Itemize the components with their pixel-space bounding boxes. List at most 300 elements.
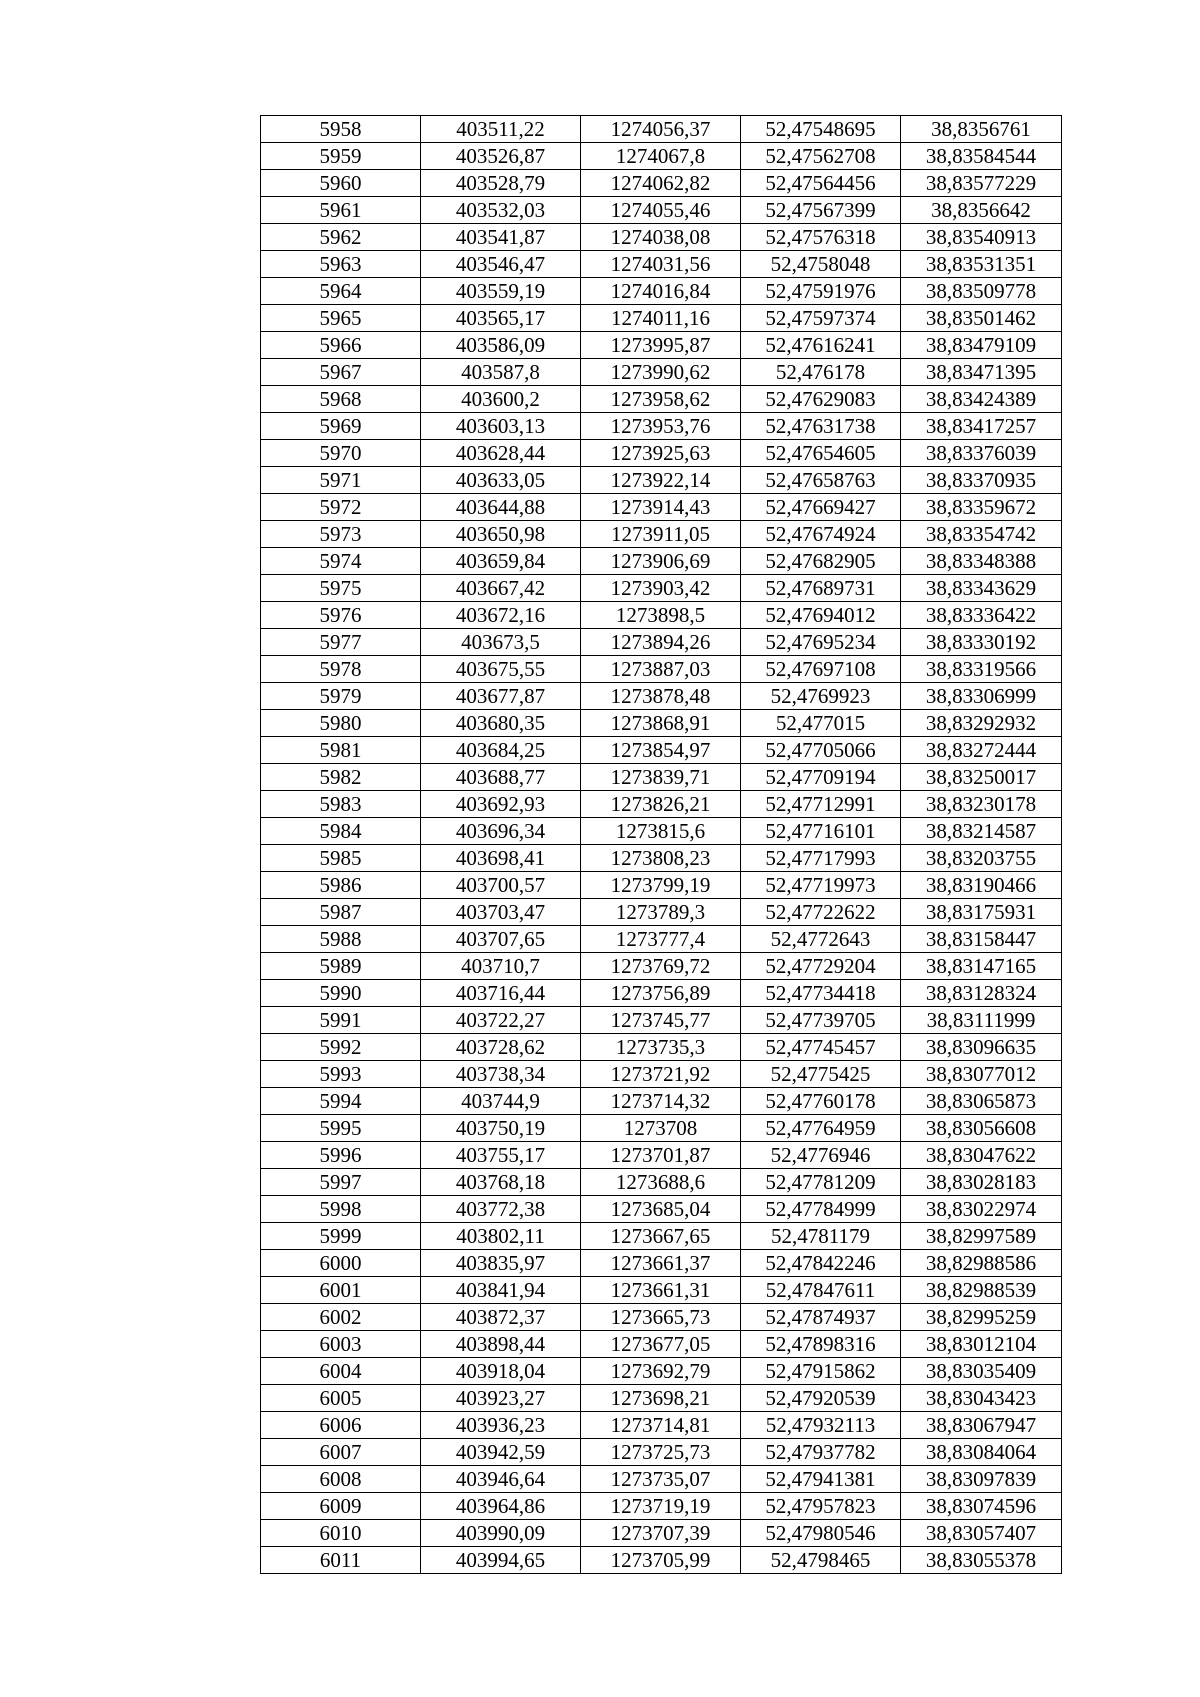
x-coordinate-cell: 403703,47: [421, 899, 581, 926]
point-number-cell: 6000: [261, 1250, 421, 1277]
longitude-cell: 38,83012104: [901, 1331, 1062, 1358]
table-row: [261, 197, 1062, 224]
latitude-cell: 52,47695234: [741, 629, 901, 656]
table-row: [261, 278, 1062, 305]
longitude-cell: 38,83479109: [901, 332, 1062, 359]
table-row: [261, 1250, 1062, 1277]
y-coordinate-cell: 1273914,43: [581, 494, 741, 521]
table-row: [261, 872, 1062, 899]
point-number-cell: 5989: [261, 953, 421, 980]
table-row: [261, 1520, 1062, 1547]
table-row: [261, 1277, 1062, 1304]
y-coordinate-cell: 1273911,05: [581, 521, 741, 548]
point-number-cell: 5999: [261, 1223, 421, 1250]
table-row: [261, 1385, 1062, 1412]
longitude-cell: 38,83190466: [901, 872, 1062, 899]
latitude-cell: 52,47616241: [741, 332, 901, 359]
point-number-cell: 5965: [261, 305, 421, 332]
longitude-cell: 38,83043423: [901, 1385, 1062, 1412]
x-coordinate-cell: 403942,59: [421, 1439, 581, 1466]
y-coordinate-cell: 1273808,23: [581, 845, 741, 872]
longitude-cell: 38,83424389: [901, 386, 1062, 413]
x-coordinate-cell: 403923,27: [421, 1385, 581, 1412]
x-coordinate-cell: 403528,79: [421, 170, 581, 197]
table-row: [261, 764, 1062, 791]
longitude-cell: 38,82997589: [901, 1223, 1062, 1250]
latitude-cell: 52,4798465: [741, 1547, 901, 1574]
longitude-cell: 38,83250017: [901, 764, 1062, 791]
y-coordinate-cell: 1273745,77: [581, 1007, 741, 1034]
latitude-cell: 52,47739705: [741, 1007, 901, 1034]
point-number-cell: 5961: [261, 197, 421, 224]
latitude-cell: 52,4769923: [741, 683, 901, 710]
y-coordinate-cell: 1273735,07: [581, 1466, 741, 1493]
y-coordinate-cell: 1273868,91: [581, 710, 741, 737]
y-coordinate-cell: 1273661,37: [581, 1250, 741, 1277]
point-number-cell: 5993: [261, 1061, 421, 1088]
longitude-cell: 38,83077012: [901, 1061, 1062, 1088]
y-coordinate-cell: 1273799,19: [581, 872, 741, 899]
point-number-cell: 5986: [261, 872, 421, 899]
y-coordinate-cell: 1273958,62: [581, 386, 741, 413]
table-row: [261, 1142, 1062, 1169]
point-number-cell: 5968: [261, 386, 421, 413]
table-row: [261, 899, 1062, 926]
point-number-cell: 5979: [261, 683, 421, 710]
latitude-cell: 52,47591976: [741, 278, 901, 305]
latitude-cell: 52,47781209: [741, 1169, 901, 1196]
table-row: [261, 1358, 1062, 1385]
latitude-cell: 52,47957823: [741, 1493, 901, 1520]
y-coordinate-cell: 1273698,21: [581, 1385, 741, 1412]
y-coordinate-cell: 1273692,79: [581, 1358, 741, 1385]
longitude-cell: 38,83230178: [901, 791, 1062, 818]
y-coordinate-cell: 1274011,16: [581, 305, 741, 332]
y-coordinate-cell: 1273705,99: [581, 1547, 741, 1574]
x-coordinate-cell: 403710,7: [421, 953, 581, 980]
latitude-cell: 52,47729204: [741, 953, 901, 980]
point-number-cell: 5978: [261, 656, 421, 683]
table-row: [261, 143, 1062, 170]
point-number-cell: 5959: [261, 143, 421, 170]
longitude-cell: 38,83509778: [901, 278, 1062, 305]
table-row: [261, 251, 1062, 278]
latitude-cell: 52,47689731: [741, 575, 901, 602]
longitude-cell: 38,83584544: [901, 143, 1062, 170]
point-number-cell: 5997: [261, 1169, 421, 1196]
longitude-cell: 38,8356642: [901, 197, 1062, 224]
latitude-cell: 52,47697108: [741, 656, 901, 683]
latitude-cell: 52,4781179: [741, 1223, 901, 1250]
y-coordinate-cell: 1273708: [581, 1115, 741, 1142]
y-coordinate-cell: 1274067,8: [581, 143, 741, 170]
table-row: [261, 467, 1062, 494]
latitude-cell: 52,47719973: [741, 872, 901, 899]
latitude-cell: 52,47567399: [741, 197, 901, 224]
table-row: [261, 845, 1062, 872]
table-row: [261, 926, 1062, 953]
table-row: [261, 953, 1062, 980]
point-number-cell: 6001: [261, 1277, 421, 1304]
x-coordinate-cell: 403659,84: [421, 548, 581, 575]
y-coordinate-cell: 1273725,73: [581, 1439, 741, 1466]
x-coordinate-cell: 403835,97: [421, 1250, 581, 1277]
y-coordinate-cell: 1273769,72: [581, 953, 741, 980]
coordinates-table-body: [261, 116, 1062, 1574]
longitude-cell: 38,83343629: [901, 575, 1062, 602]
point-number-cell: 6011: [261, 1547, 421, 1574]
y-coordinate-cell: 1273839,71: [581, 764, 741, 791]
table-row: [261, 413, 1062, 440]
point-number-cell: 6003: [261, 1331, 421, 1358]
x-coordinate-cell: 403688,77: [421, 764, 581, 791]
table-row: [261, 548, 1062, 575]
y-coordinate-cell: 1273714,32: [581, 1088, 741, 1115]
point-number-cell: 5976: [261, 602, 421, 629]
table-row: [261, 1169, 1062, 1196]
x-coordinate-cell: 403722,27: [421, 1007, 581, 1034]
longitude-cell: 38,83501462: [901, 305, 1062, 332]
y-coordinate-cell: 1273667,65: [581, 1223, 741, 1250]
y-coordinate-cell: 1273995,87: [581, 332, 741, 359]
latitude-cell: 52,47937782: [741, 1439, 901, 1466]
longitude-cell: 38,83147165: [901, 953, 1062, 980]
table-row: [261, 980, 1062, 1007]
point-number-cell: 5996: [261, 1142, 421, 1169]
y-coordinate-cell: 1274062,82: [581, 170, 741, 197]
y-coordinate-cell: 1273777,4: [581, 926, 741, 953]
longitude-cell: 38,83203755: [901, 845, 1062, 872]
table-row: [261, 1331, 1062, 1358]
point-number-cell: 5973: [261, 521, 421, 548]
y-coordinate-cell: 1273661,31: [581, 1277, 741, 1304]
table-row: [261, 1223, 1062, 1250]
table-row: [261, 1304, 1062, 1331]
y-coordinate-cell: 1273826,21: [581, 791, 741, 818]
latitude-cell: 52,47712991: [741, 791, 901, 818]
x-coordinate-cell: 403628,44: [421, 440, 581, 467]
latitude-cell: 52,47576318: [741, 224, 901, 251]
latitude-cell: 52,47760178: [741, 1088, 901, 1115]
y-coordinate-cell: 1273719,19: [581, 1493, 741, 1520]
point-number-cell: 5977: [261, 629, 421, 656]
y-coordinate-cell: 1273701,87: [581, 1142, 741, 1169]
x-coordinate-cell: 403696,34: [421, 818, 581, 845]
point-number-cell: 5984: [261, 818, 421, 845]
x-coordinate-cell: 403738,34: [421, 1061, 581, 1088]
point-number-cell: 6007: [261, 1439, 421, 1466]
x-coordinate-cell: 403946,64: [421, 1466, 581, 1493]
table-row: [261, 1088, 1062, 1115]
latitude-cell: 52,47722622: [741, 899, 901, 926]
latitude-cell: 52,47716101: [741, 818, 901, 845]
longitude-cell: 38,83330192: [901, 629, 1062, 656]
latitude-cell: 52,47717993: [741, 845, 901, 872]
x-coordinate-cell: 403700,57: [421, 872, 581, 899]
point-number-cell: 5974: [261, 548, 421, 575]
longitude-cell: 38,82988539: [901, 1277, 1062, 1304]
longitude-cell: 38,83028183: [901, 1169, 1062, 1196]
point-number-cell: 6009: [261, 1493, 421, 1520]
latitude-cell: 52,47915862: [741, 1358, 901, 1385]
longitude-cell: 38,83097839: [901, 1466, 1062, 1493]
x-coordinate-cell: 403677,87: [421, 683, 581, 710]
x-coordinate-cell: 403587,8: [421, 359, 581, 386]
latitude-cell: 52,47674924: [741, 521, 901, 548]
latitude-cell: 52,47941381: [741, 1466, 901, 1493]
x-coordinate-cell: 403898,44: [421, 1331, 581, 1358]
point-number-cell: 5960: [261, 170, 421, 197]
latitude-cell: 52,47669427: [741, 494, 901, 521]
point-number-cell: 5982: [261, 764, 421, 791]
table-row: [261, 1007, 1062, 1034]
table-row: [261, 818, 1062, 845]
x-coordinate-cell: 403802,11: [421, 1223, 581, 1250]
longitude-cell: 38,83067947: [901, 1412, 1062, 1439]
y-coordinate-cell: 1273898,5: [581, 602, 741, 629]
longitude-cell: 38,82988586: [901, 1250, 1062, 1277]
longitude-cell: 38,83111999: [901, 1007, 1062, 1034]
x-coordinate-cell: 403755,17: [421, 1142, 581, 1169]
point-number-cell: 5987: [261, 899, 421, 926]
y-coordinate-cell: 1273854,97: [581, 737, 741, 764]
longitude-cell: 38,83292932: [901, 710, 1062, 737]
y-coordinate-cell: 1273922,14: [581, 467, 741, 494]
latitude-cell: 52,47564456: [741, 170, 901, 197]
point-number-cell: 5972: [261, 494, 421, 521]
table-row: [261, 791, 1062, 818]
y-coordinate-cell: 1273721,92: [581, 1061, 741, 1088]
longitude-cell: 38,83531351: [901, 251, 1062, 278]
table-row: [261, 1412, 1062, 1439]
table-row: [261, 1196, 1062, 1223]
longitude-cell: 38,83272444: [901, 737, 1062, 764]
x-coordinate-cell: 403744,9: [421, 1088, 581, 1115]
longitude-cell: 38,83359672: [901, 494, 1062, 521]
table-row: [261, 1034, 1062, 1061]
table-row: [261, 575, 1062, 602]
longitude-cell: 38,8356761: [901, 116, 1062, 143]
y-coordinate-cell: 1273735,3: [581, 1034, 741, 1061]
y-coordinate-cell: 1274031,56: [581, 251, 741, 278]
x-coordinate-cell: 403541,87: [421, 224, 581, 251]
latitude-cell: 52,47874937: [741, 1304, 901, 1331]
point-number-cell: 5995: [261, 1115, 421, 1142]
y-coordinate-cell: 1273815,6: [581, 818, 741, 845]
longitude-cell: 38,83471395: [901, 359, 1062, 386]
x-coordinate-cell: 403667,42: [421, 575, 581, 602]
table-row: [261, 494, 1062, 521]
y-coordinate-cell: 1274056,37: [581, 116, 741, 143]
x-coordinate-cell: 403707,65: [421, 926, 581, 953]
point-number-cell: 5988: [261, 926, 421, 953]
point-number-cell: 5962: [261, 224, 421, 251]
latitude-cell: 52,47694012: [741, 602, 901, 629]
table-row: [261, 737, 1062, 764]
longitude-cell: 38,83540913: [901, 224, 1062, 251]
x-coordinate-cell: 403716,44: [421, 980, 581, 1007]
table-row: [261, 1061, 1062, 1088]
x-coordinate-cell: 403650,98: [421, 521, 581, 548]
y-coordinate-cell: 1273878,48: [581, 683, 741, 710]
x-coordinate-cell: 403511,22: [421, 116, 581, 143]
x-coordinate-cell: 403586,09: [421, 332, 581, 359]
table-row: [261, 359, 1062, 386]
latitude-cell: 52,47932113: [741, 1412, 901, 1439]
table-row: [261, 656, 1062, 683]
longitude-cell: 38,83074596: [901, 1493, 1062, 1520]
point-number-cell: 5985: [261, 845, 421, 872]
table-row: [261, 602, 1062, 629]
y-coordinate-cell: 1273756,89: [581, 980, 741, 1007]
longitude-cell: 38,83055378: [901, 1547, 1062, 1574]
x-coordinate-cell: 403990,09: [421, 1520, 581, 1547]
table-row: [261, 116, 1062, 143]
point-number-cell: 6005: [261, 1385, 421, 1412]
x-coordinate-cell: 403841,94: [421, 1277, 581, 1304]
point-number-cell: 5981: [261, 737, 421, 764]
latitude-cell: 52,4775425: [741, 1061, 901, 1088]
latitude-cell: 52,476178: [741, 359, 901, 386]
longitude-cell: 38,83022974: [901, 1196, 1062, 1223]
x-coordinate-cell: 403728,62: [421, 1034, 581, 1061]
point-number-cell: 5998: [261, 1196, 421, 1223]
y-coordinate-cell: 1273906,69: [581, 548, 741, 575]
table-row: [261, 332, 1062, 359]
table-row: [261, 1439, 1062, 1466]
y-coordinate-cell: 1273789,3: [581, 899, 741, 926]
point-number-cell: 6006: [261, 1412, 421, 1439]
longitude-cell: 38,83056608: [901, 1115, 1062, 1142]
x-coordinate-cell: 403994,65: [421, 1547, 581, 1574]
x-coordinate-cell: 403675,55: [421, 656, 581, 683]
table-row: [261, 629, 1062, 656]
latitude-cell: 52,47631738: [741, 413, 901, 440]
x-coordinate-cell: 403526,87: [421, 143, 581, 170]
longitude-cell: 38,82995259: [901, 1304, 1062, 1331]
x-coordinate-cell: 403600,2: [421, 386, 581, 413]
latitude-cell: 52,47682905: [741, 548, 901, 575]
table-row: [261, 170, 1062, 197]
latitude-cell: 52,47548695: [741, 116, 901, 143]
table-row: [261, 1466, 1062, 1493]
x-coordinate-cell: 403698,41: [421, 845, 581, 872]
longitude-cell: 38,83096635: [901, 1034, 1062, 1061]
table-row: [261, 683, 1062, 710]
latitude-cell: 52,47562708: [741, 143, 901, 170]
table-row: [261, 521, 1062, 548]
x-coordinate-cell: 403772,38: [421, 1196, 581, 1223]
longitude-cell: 38,83065873: [901, 1088, 1062, 1115]
latitude-cell: 52,47658763: [741, 467, 901, 494]
latitude-cell: 52,47784999: [741, 1196, 901, 1223]
x-coordinate-cell: 403644,88: [421, 494, 581, 521]
point-number-cell: 6004: [261, 1358, 421, 1385]
point-number-cell: 5992: [261, 1034, 421, 1061]
latitude-cell: 52,47734418: [741, 980, 901, 1007]
point-number-cell: 5983: [261, 791, 421, 818]
x-coordinate-cell: 403633,05: [421, 467, 581, 494]
y-coordinate-cell: 1273903,42: [581, 575, 741, 602]
y-coordinate-cell: 1274038,08: [581, 224, 741, 251]
point-number-cell: 5967: [261, 359, 421, 386]
x-coordinate-cell: 403673,5: [421, 629, 581, 656]
x-coordinate-cell: 403768,18: [421, 1169, 581, 1196]
point-number-cell: 5975: [261, 575, 421, 602]
y-coordinate-cell: 1273953,76: [581, 413, 741, 440]
x-coordinate-cell: 403532,03: [421, 197, 581, 224]
latitude-cell: 52,47629083: [741, 386, 901, 413]
y-coordinate-cell: 1273688,6: [581, 1169, 741, 1196]
point-number-cell: 5994: [261, 1088, 421, 1115]
point-number-cell: 5958: [261, 116, 421, 143]
point-number-cell: 5964: [261, 278, 421, 305]
point-number-cell: 6002: [261, 1304, 421, 1331]
longitude-cell: 38,83214587: [901, 818, 1062, 845]
y-coordinate-cell: 1274016,84: [581, 278, 741, 305]
latitude-cell: 52,4772643: [741, 926, 901, 953]
longitude-cell: 38,83175931: [901, 899, 1062, 926]
table-row: [261, 386, 1062, 413]
point-number-cell: 5970: [261, 440, 421, 467]
longitude-cell: 38,83035409: [901, 1358, 1062, 1385]
y-coordinate-cell: 1273685,04: [581, 1196, 741, 1223]
y-coordinate-cell: 1273925,63: [581, 440, 741, 467]
x-coordinate-cell: 403750,19: [421, 1115, 581, 1142]
x-coordinate-cell: 403680,35: [421, 710, 581, 737]
y-coordinate-cell: 1273990,62: [581, 359, 741, 386]
latitude-cell: 52,47847611: [741, 1277, 901, 1304]
y-coordinate-cell: 1273714,81: [581, 1412, 741, 1439]
x-coordinate-cell: 403565,17: [421, 305, 581, 332]
point-number-cell: 6008: [261, 1466, 421, 1493]
x-coordinate-cell: 403936,23: [421, 1412, 581, 1439]
table-row: [261, 710, 1062, 737]
x-coordinate-cell: 403684,25: [421, 737, 581, 764]
y-coordinate-cell: 1273707,39: [581, 1520, 741, 1547]
latitude-cell: 52,47654605: [741, 440, 901, 467]
x-coordinate-cell: 403918,04: [421, 1358, 581, 1385]
y-coordinate-cell: 1273887,03: [581, 656, 741, 683]
point-number-cell: 5991: [261, 1007, 421, 1034]
table-row: [261, 224, 1062, 251]
table-row: [261, 1115, 1062, 1142]
longitude-cell: 38,83376039: [901, 440, 1062, 467]
longitude-cell: 38,83577229: [901, 170, 1062, 197]
longitude-cell: 38,83057407: [901, 1520, 1062, 1547]
y-coordinate-cell: 1273677,05: [581, 1331, 741, 1358]
table-row: [261, 1547, 1062, 1574]
point-number-cell: 5963: [261, 251, 421, 278]
point-number-cell: 5990: [261, 980, 421, 1007]
longitude-cell: 38,83047622: [901, 1142, 1062, 1169]
x-coordinate-cell: 403964,86: [421, 1493, 581, 1520]
latitude-cell: 52,47980546: [741, 1520, 901, 1547]
x-coordinate-cell: 403872,37: [421, 1304, 581, 1331]
point-number-cell: 5971: [261, 467, 421, 494]
point-number-cell: 5969: [261, 413, 421, 440]
point-number-cell: 6010: [261, 1520, 421, 1547]
longitude-cell: 38,83370935: [901, 467, 1062, 494]
y-coordinate-cell: 1274055,46: [581, 197, 741, 224]
x-coordinate-cell: 403559,19: [421, 278, 581, 305]
x-coordinate-cell: 403692,93: [421, 791, 581, 818]
latitude-cell: 52,47764959: [741, 1115, 901, 1142]
latitude-cell: 52,47842246: [741, 1250, 901, 1277]
coordinates-table: [260, 115, 1062, 1574]
table-row: [261, 440, 1062, 467]
longitude-cell: 38,83084064: [901, 1439, 1062, 1466]
